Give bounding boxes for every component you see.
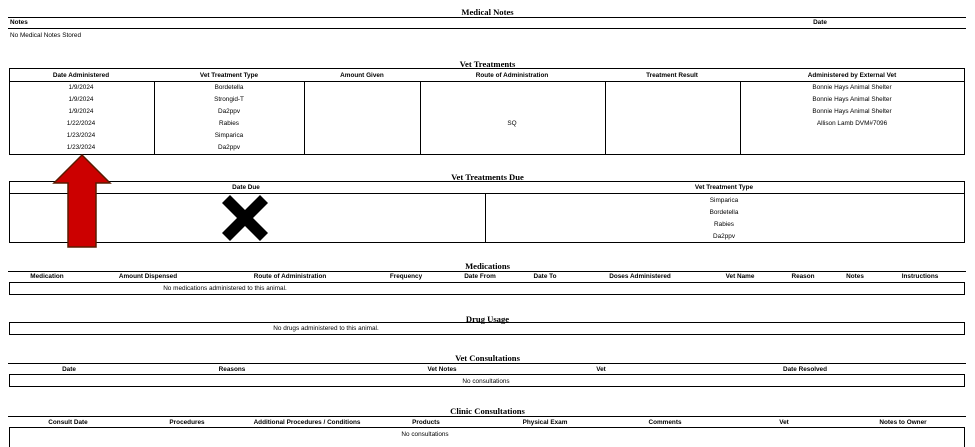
- divider: [8, 363, 966, 364]
- vt-type: Da2ppv: [217, 144, 241, 151]
- med-header-route: Route of Administration: [253, 273, 327, 280]
- med-header-date-from: Date From: [464, 273, 496, 280]
- vet-consultations-title: Vet Consultations: [455, 353, 520, 363]
- vt-vet: Bonnie Hays Animal Shelter: [812, 108, 892, 115]
- med-header-vet-name: Vet Name: [725, 273, 755, 280]
- column-divider: [304, 81, 305, 155]
- clinic-consultations-title: Clinic Consultations: [450, 406, 525, 416]
- vet-treatments-due-title: Vet Treatments Due: [451, 172, 524, 182]
- column-divider: [420, 81, 421, 155]
- column-divider: [740, 81, 741, 155]
- cc-header-comments: Comments: [648, 419, 682, 426]
- cc-header-consult-date: Consult Date: [48, 419, 88, 426]
- vc-header-date-resolved: Date Resolved: [782, 366, 828, 373]
- medications-table: [9, 282, 965, 295]
- vt-type: Simparica: [214, 132, 244, 139]
- med-header-medication: Medication: [30, 273, 64, 280]
- vt-date: 1/9/2024: [68, 96, 94, 103]
- clinic-consultations-empty: No consultations: [401, 431, 449, 438]
- vc-header-vet-notes: Vet Notes: [427, 366, 457, 373]
- column-divider: [485, 193, 486, 243]
- divider: [9, 193, 965, 194]
- cc-header-physical-exam: Physical Exam: [522, 419, 568, 426]
- cc-header-products: Products: [412, 419, 440, 426]
- divider: [8, 28, 966, 29]
- med-header-instructions: Instructions: [901, 273, 939, 280]
- date-header: Date: [813, 19, 827, 26]
- cc-header-notes-to-owner: Notes to Owner: [879, 419, 927, 426]
- x-mark-icon: [218, 191, 272, 245]
- drug-usage-table: [9, 322, 965, 335]
- divider: [9, 81, 965, 82]
- med-header-date-to: Date To: [533, 273, 557, 280]
- vtd-type: Rabies: [714, 221, 734, 228]
- med-header-doses: Doses Administered: [609, 273, 671, 280]
- vt-header-external-vet: Administered by External Vet: [807, 72, 897, 79]
- vt-header-route: Route of Administration: [475, 72, 549, 79]
- up-arrow-icon: [52, 153, 112, 249]
- vt-date: 1/22/2024: [66, 120, 96, 127]
- column-divider: [964, 427, 965, 447]
- drug-usage-title: Drug Usage: [465, 314, 510, 324]
- column-divider: [154, 81, 155, 155]
- column-divider: [605, 81, 606, 155]
- med-header-reason: Reason: [791, 273, 815, 280]
- vc-header-vet: Vet: [596, 366, 606, 373]
- vt-date: 1/23/2024: [66, 144, 96, 151]
- vt-vet: Bonnie Hays Animal Shelter: [812, 96, 892, 103]
- cc-header-vet: Vet: [779, 419, 789, 426]
- vc-header-reasons: Reasons: [218, 366, 246, 373]
- vt-vet: Allison Lamb DVM#7096: [816, 120, 888, 127]
- vtd-type: Simparica: [709, 197, 739, 204]
- vtd-header-type: Vet Treatment Type: [694, 184, 754, 191]
- vtd-header-date: Date Due: [232, 184, 260, 191]
- vt-header-result: Treatment Result: [646, 72, 698, 79]
- notes-header: Notes: [10, 19, 28, 26]
- vet-treatments-title: Vet Treatments: [459, 59, 516, 69]
- med-header-notes: Notes: [846, 273, 864, 280]
- vet-consultations-empty: No consultations: [462, 378, 510, 385]
- medical-notes-empty: No Medical Notes Stored: [10, 32, 82, 39]
- vt-vet: Bonnie Hays Animal Shelter: [812, 84, 892, 91]
- med-header-frequency: Frequency: [389, 273, 423, 280]
- medications-title: Medications: [465, 261, 510, 271]
- vt-date: 1/9/2024: [68, 108, 94, 115]
- med-header-amount: Amount Dispensed: [118, 273, 178, 280]
- vt-header-type: Vet Treatment Type: [199, 72, 259, 79]
- vc-header-date: Date: [62, 366, 76, 373]
- cc-header-additional: Additional Procedures / Conditions: [253, 419, 361, 426]
- vt-type: Da2ppv: [217, 108, 241, 115]
- vt-type: Bordetella: [214, 84, 244, 91]
- vt-header-date: Date Administered: [52, 72, 110, 79]
- medications-empty: No medications administered to this animal.: [163, 285, 287, 292]
- vtd-type: Da2ppv: [712, 233, 736, 240]
- vtd-type: Bordetella: [709, 209, 739, 216]
- divider: [9, 427, 965, 428]
- vt-date: 1/23/2024: [66, 132, 96, 139]
- cc-header-procedures: Procedures: [169, 419, 205, 426]
- vt-type: Strongid-T: [214, 96, 244, 103]
- vet-treatments-due-table: [9, 181, 965, 243]
- column-divider: [9, 427, 10, 447]
- drug-usage-empty: No drugs administered to this animal.: [273, 325, 379, 332]
- vt-type: Rabies: [219, 120, 239, 127]
- medical-notes-title: Medical Notes: [461, 7, 514, 17]
- divider: [8, 416, 966, 417]
- vt-route: SQ: [507, 120, 517, 127]
- vt-header-amount: Amount Given: [340, 72, 384, 79]
- vt-date: 1/9/2024: [68, 84, 94, 91]
